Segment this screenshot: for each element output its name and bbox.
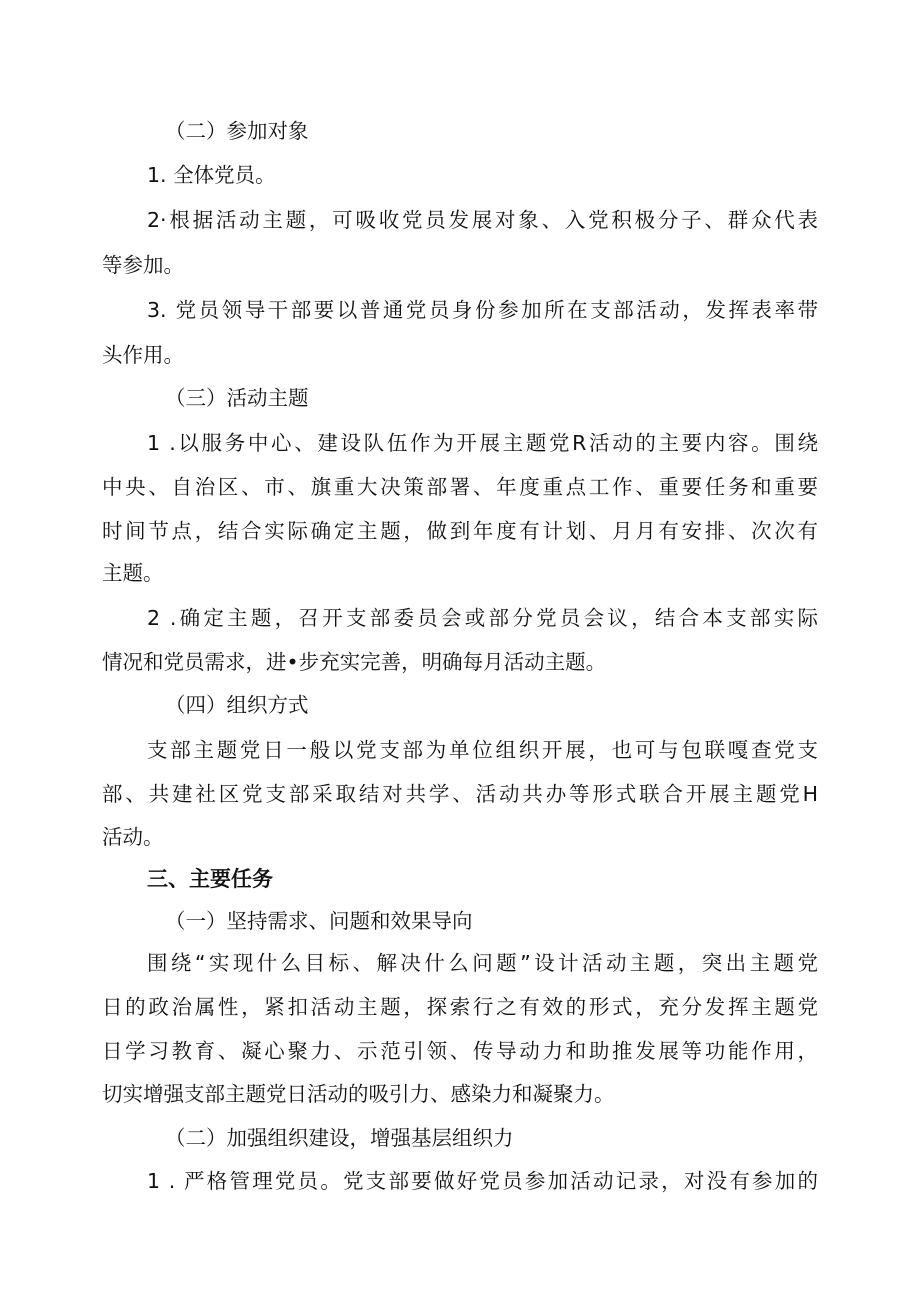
paragraph-line: 时间节点，结合实际确定主题，做到年度有计划、月月有安排、次次有 [102, 519, 818, 543]
paragraph-line: 情况和党员需求，进•步充实完善，明确每月活动主题。 [102, 650, 607, 674]
paragraph-line: 1 . 严格管理党员。党支部要做好党员参加活动记录，对没有参加的 [147, 1169, 818, 1193]
section-heading-orientation: （一）坚持需求、问题和效果导向 [165, 909, 473, 933]
paragraph-line: 部、共建社区党支部采取结对共学、活动共办等形式联合开展主题党H [102, 782, 818, 806]
section-heading-organization: （四）组织方式 [165, 693, 309, 717]
paragraph-line: 中央、自治区、市、旗重大决策部署、年度重点工作、重要任务和重要 [102, 475, 818, 499]
paragraph-line: 活动。 [102, 825, 164, 849]
section-heading-participants: （二）参加对象 [165, 119, 309, 143]
paragraph-line: 头作用。 [102, 343, 184, 367]
paragraph-line: 日学习教育、凝心聚力、示范引领、传导动力和助推发展等功能作用， [102, 1039, 818, 1063]
paragraph-line: 1. 全体党员。 [147, 163, 276, 187]
paragraph-line: 切实增强支部主题党日活动的吸引力、感染力和凝聚力。 [102, 1082, 615, 1106]
paragraph-line: 3. 党员领导干部要以普通党员身份参加所在支部活动，发挥表率带 [147, 298, 818, 322]
paragraph-line: 等参加。 [102, 253, 184, 277]
section-heading-organization-building: （二）加强组织建设，增强基层组织力 [165, 1126, 514, 1150]
paragraph-line: 围绕“实现什么目标、解决什么问题”设计活动主题，突出主题党 [147, 951, 818, 975]
paragraph-line: 支部主题党日一般以党支部为单位组织开展，也可与包联嘎查党支 [147, 738, 818, 762]
section-heading-main-tasks: 三、主要任务 [147, 867, 273, 891]
paragraph-line: 日的政治属性，紧扣活动主题，探索行之有效的形式，充分发挥主题党 [102, 995, 818, 1019]
paragraph-line: 1 .以服务中心、建设队伍作为开展主题党R活动的主要内容。围绕 [147, 431, 818, 455]
section-heading-theme: （三）活动主题 [165, 386, 309, 410]
paragraph-line: 主题。 [102, 561, 164, 585]
paragraph-line: 2 .确定主题，召开支部委员会或部分党员会议，结合本支部实际 [147, 606, 818, 630]
paragraph-line: 2·根据活动主题，可吸收党员发展对象、入党积极分子、群众代表 [147, 208, 818, 232]
